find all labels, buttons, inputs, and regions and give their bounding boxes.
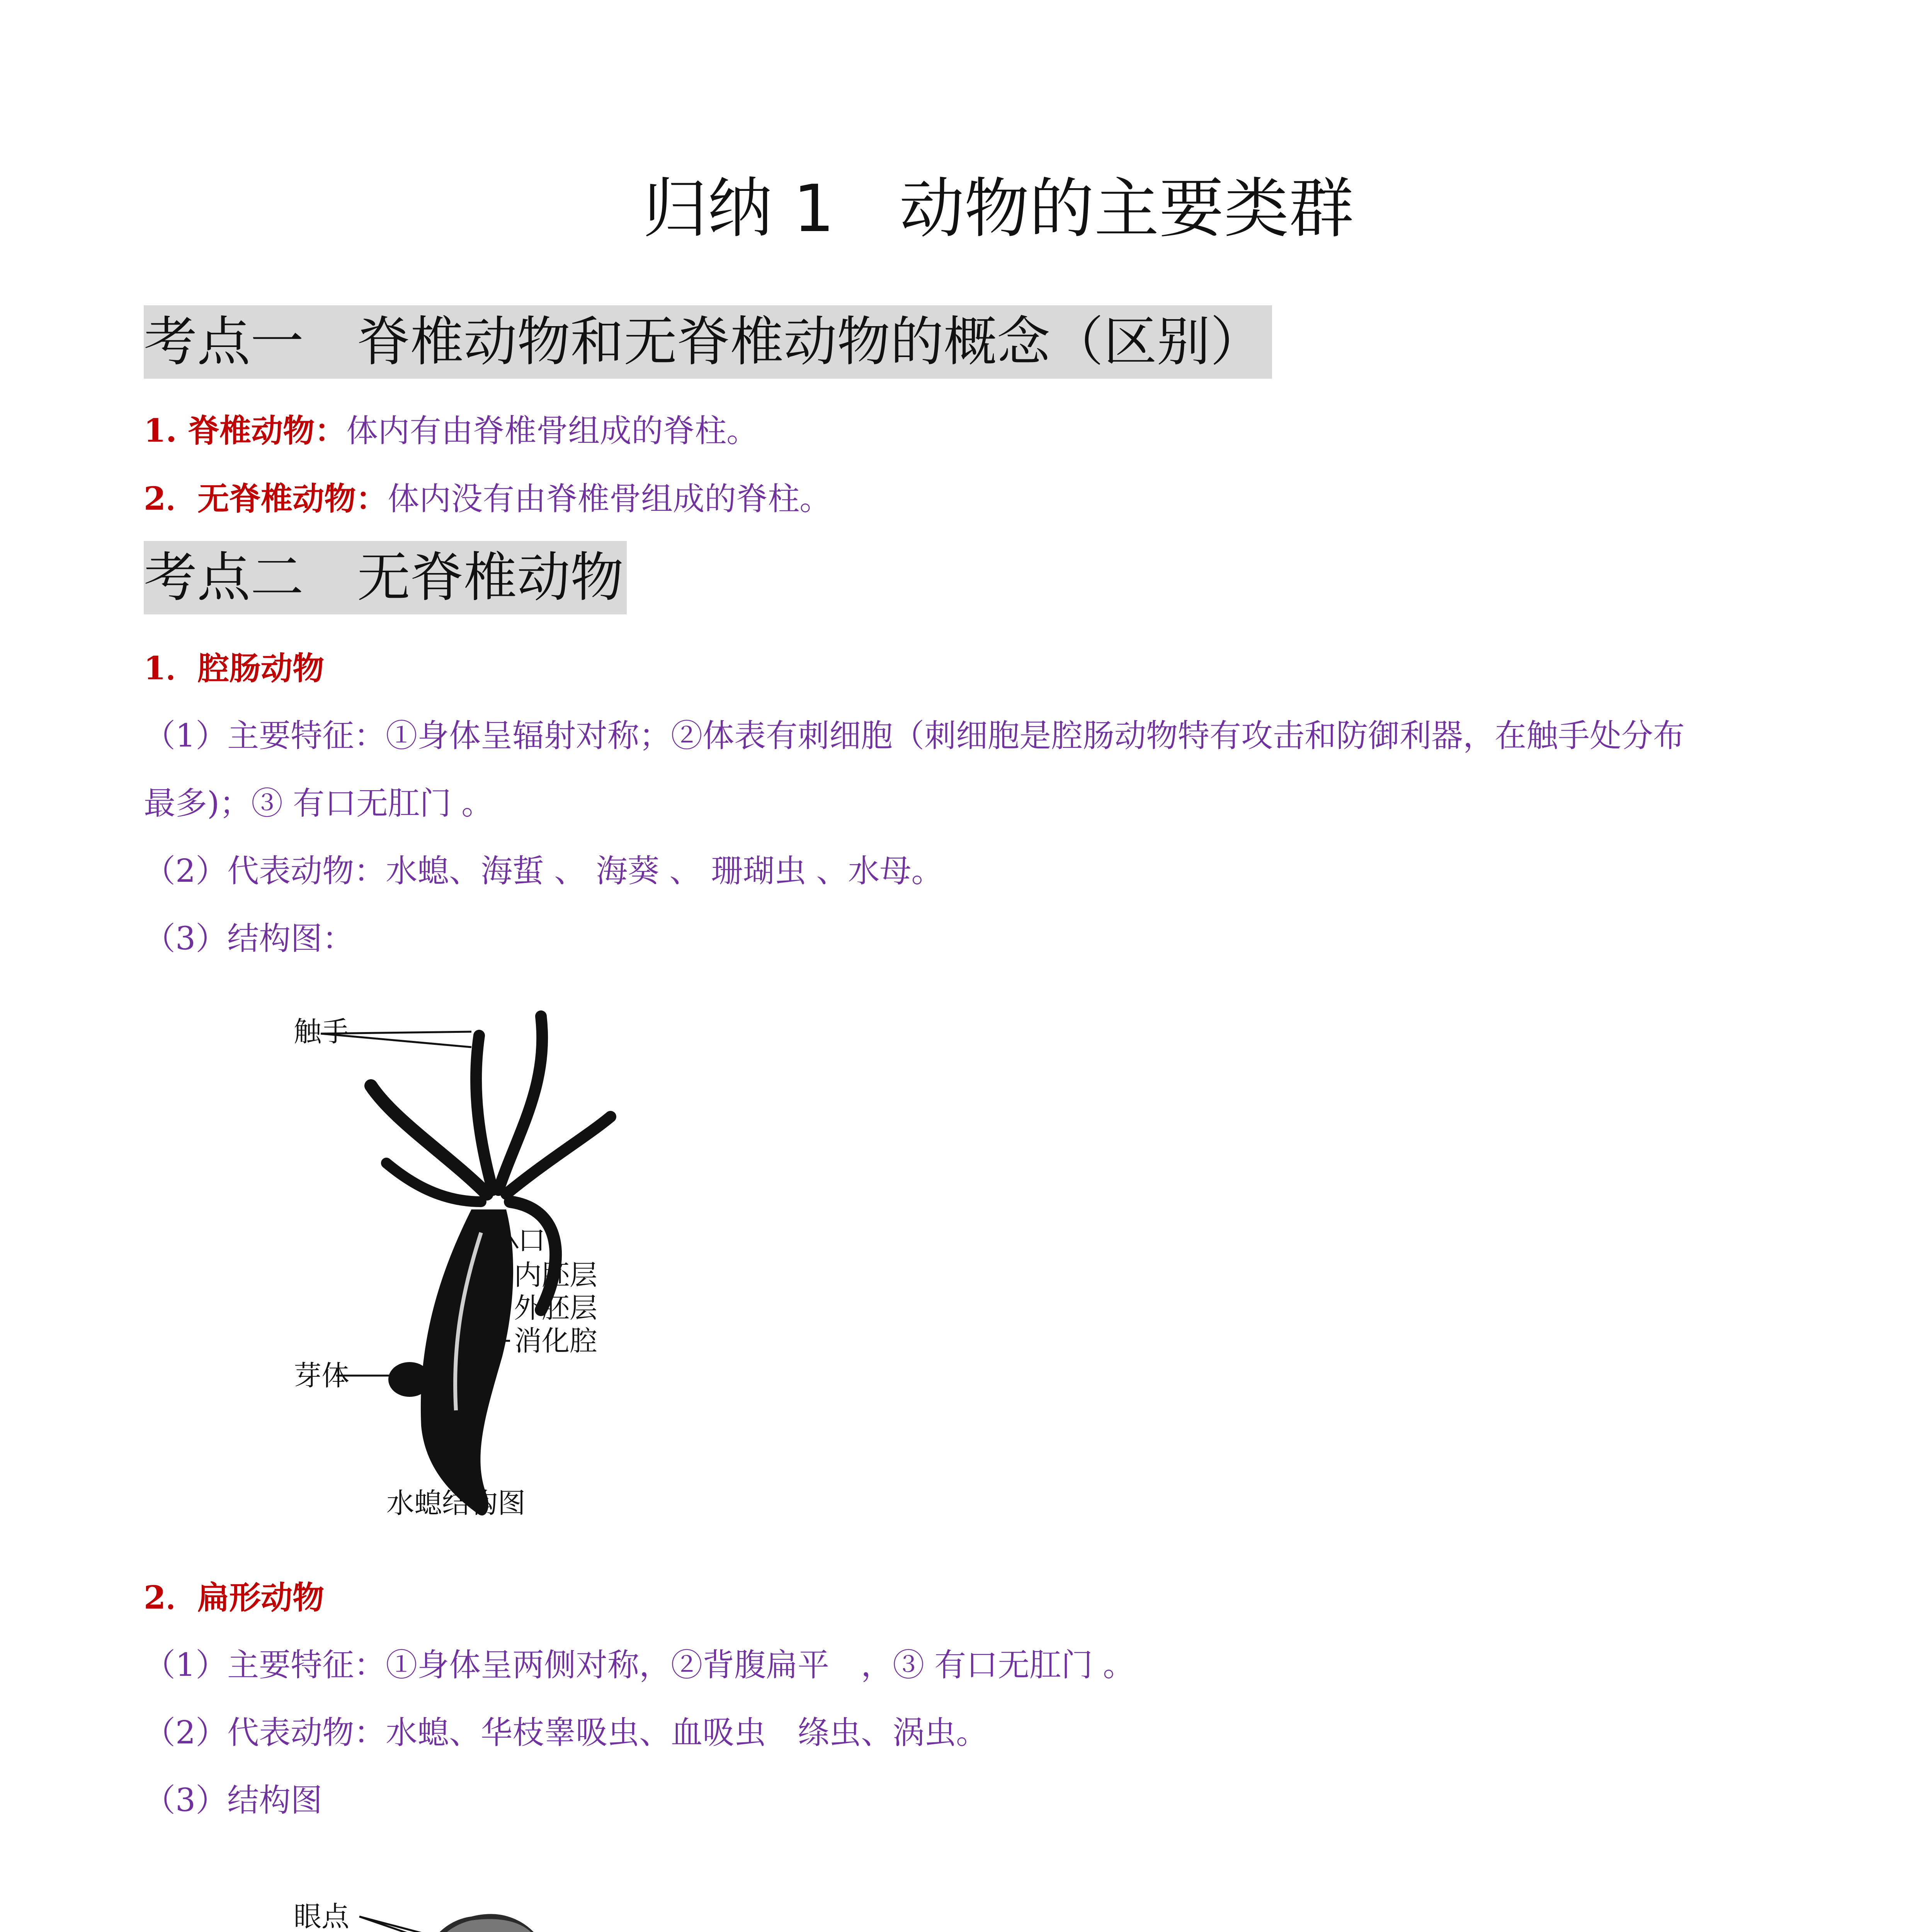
coelenterate-structure-label: （3）结构图： [144, 920, 354, 957]
section-heading-2 [144, 541, 627, 614]
hydra-label-ectoderm: 外胚层 [514, 1292, 598, 1324]
definition-vertebrate-label: 1. 脊椎动物： [144, 412, 347, 449]
definition-invertebrate [144, 478, 1883, 520]
hydra-figure [270, 993, 676, 1542]
hydra-label-bud: 芽体 [294, 1359, 350, 1392]
subheading-coelenterate: 1．腔肠动物 [144, 650, 325, 687]
hydra-label-endoderm: 内胚层 [514, 1259, 598, 1291]
flatworm-features: （1）主要特征：①身体呈两侧对称，②背腹扁平 ，③ 有口无肛门 。 [144, 1647, 1135, 1684]
subheading-flatworm: 2．扁形动物 [144, 1579, 325, 1616]
section-heading-1-text: 考点一 脊椎动物和无脊椎动物的概念（区别） [144, 311, 1264, 373]
hydra-drawing [270, 993, 676, 1542]
definition-vertebrate-text: 体内有由脊椎骨组成的脊柱。 [346, 413, 759, 449]
hydra-label-mouth: 口 [518, 1224, 546, 1257]
section-heading-1 [144, 305, 1272, 379]
coelenterate-features-line1: （1）主要特征：①身体呈辐射对称；②体表有刺细胞（刺细胞是腔肠动物特有攻击和防御利器，在触手处分布 [144, 718, 1685, 754]
flatworm-structure-label: （3）结构图 [144, 1782, 323, 1819]
definition-invertebrate-text: 体内没有由脊椎骨组成的脊柱。 [388, 481, 832, 517]
section-heading-2-text: 考点二 无脊椎动物 [144, 546, 624, 609]
page-title: 归纳 1 动物的主要类群 [643, 171, 1354, 247]
planarian-label-eyespot: 眼点 [294, 1900, 350, 1932]
coelenterate-features-line2: 最多)；③ 有口无肛门 。 [144, 785, 493, 822]
hydra-label-cavity: 消化腔 [514, 1325, 598, 1357]
hydra-caption: 水螅结构图 [386, 1487, 526, 1519]
definition-invertebrate-label: 2．无脊椎动物： [144, 480, 388, 517]
flatworm-examples: （2）代表动物：水螅、华枝睾吸虫、血吸虫 绦虫、涡虫。 [144, 1714, 988, 1751]
definition-vertebrate [144, 410, 1883, 452]
planarian-figure [270, 1862, 696, 1932]
coelenterate-examples: （2）代表动物：水螅、海蜇 、 海葵 、 珊瑚虫 、水母。 [144, 853, 943, 889]
hydra-label-tentacle: 触手 [294, 1015, 350, 1048]
